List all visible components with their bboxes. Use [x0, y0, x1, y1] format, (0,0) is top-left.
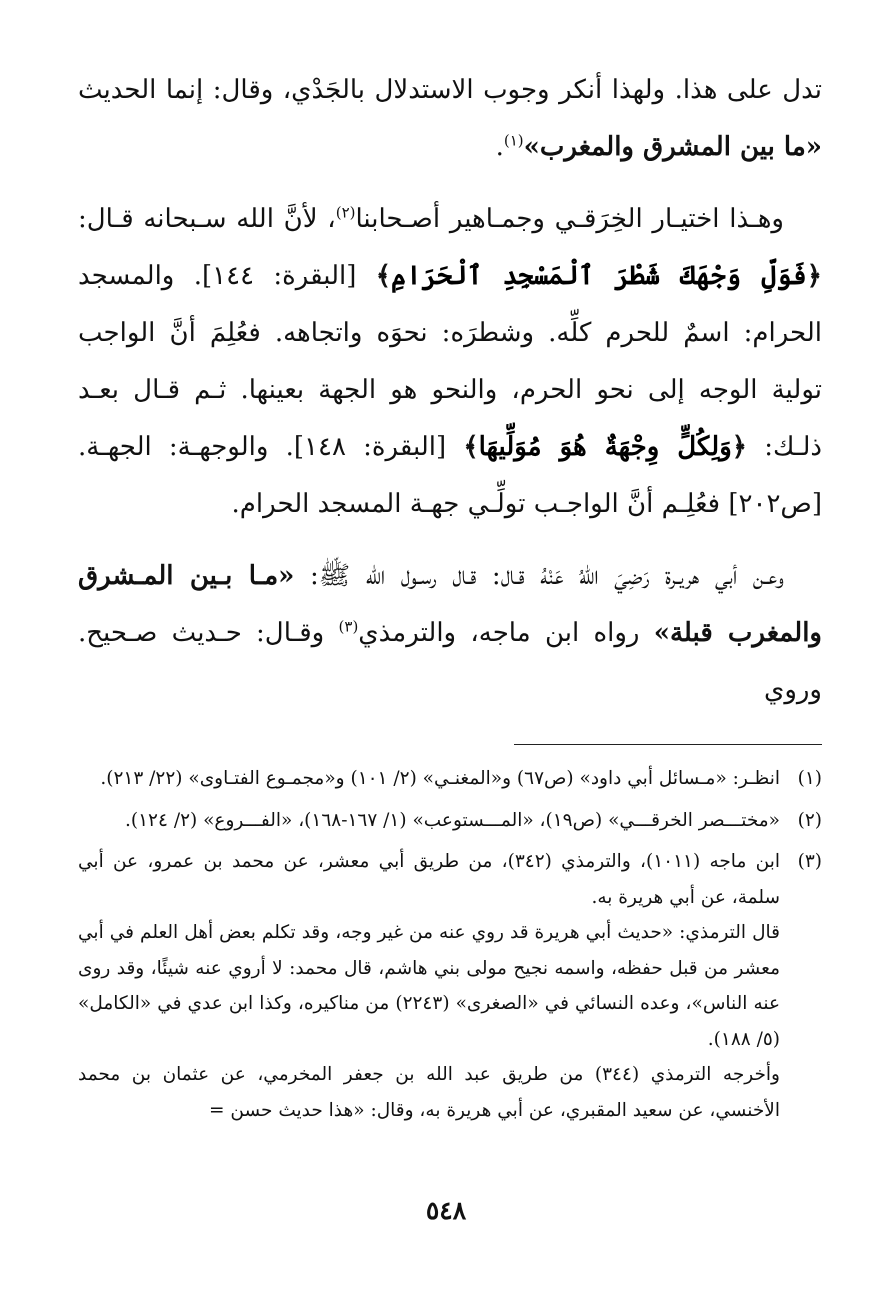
footnote-text: وأخرجه الترمذي (٣٤٤) من طريق عبد الله بن جعفر المخرمي، عن عثمان بن محمد الأخنسي، عن سعيد المقبري، عن أبي هريرة به، وقال: «هذا حديث حسن = — [78, 1064, 780, 1121]
page-number: ٥٤٨ — [425, 1196, 467, 1225]
hadith-quote: «ما بين المشرق والمغرب» — [523, 132, 822, 162]
footnote-ref-2: (٢) — [335, 203, 356, 222]
footnote-text: انظـر: «مـسائل أبي داود» (ص٦٧) و«المغنـي» (٢/ ١٠١) و«مجمـوع الفتـاوى» (٢٢/ ٢١٣). — [100, 768, 780, 789]
text-run: [البقرة: ١٤٨]. والوجهـة: الجهـة. [ص٢٠٢] فعُلِـم أنَّ الواجـب تولِّـي جهـة المسجد الحرام. — [78, 432, 822, 519]
paragraph-2 — [78, 191, 822, 533]
quran-bracket-open: ﴿ — [806, 261, 823, 291]
footnote-text: ابن ماجه (١٠١١)، والترمذي (٣٤٢)، من طريق أبي معشر، عن محمد بن عمرو، عن أبي سلمة، عن أبي هريرة به. — [78, 851, 780, 908]
footnote-1 — [78, 761, 822, 797]
text-run: رواه ابن ماجه، والترمذي — [358, 618, 654, 648]
text-run: . — [495, 132, 504, 162]
paragraph-1 — [78, 62, 822, 176]
quran-bracket-open: ﴿ — [731, 432, 747, 462]
text-run: [البقرة: ١٤٤]. والمسجد الحرام: اسمٌ للحرم كلِّه. وشطرَه: نحوَه واتجاهه. فعُلِمَ أنَّ الواجب تولية الوجه إلى نحو الحرم، والنحو هو الجهة بعينها. ثـم قـال بعـد ذلـك: — [78, 261, 822, 462]
footnote-number: (٢) — [797, 809, 822, 831]
footnote-2 — [78, 803, 822, 839]
footnote-number: (١) — [797, 768, 822, 789]
text-run: ، لأنَّ الله سـبحانه قـال: — [78, 204, 336, 234]
paragraph-3 — [78, 548, 822, 719]
page — [78, 62, 822, 1290]
text-run: تدل على هذا. ولهذا أنكر وجوب الاستدلال بالجَدْي، وقال: إنما الحديث — [78, 75, 822, 105]
footnote-body — [78, 761, 780, 797]
quran-bracket-close: ﴾ — [463, 432, 479, 462]
quran-verse-2: وَلِكُلٍّ وِجْهَةٌ هُوَ مُوَلِّيهَا — [478, 432, 732, 462]
footnotes — [78, 761, 822, 1128]
hadith-quote: «مـا بـين المـشرق والمغرب قبلة» — [78, 561, 822, 648]
main-text — [78, 62, 822, 719]
footnote-divider — [514, 744, 822, 745]
footnote-text: قال الترمذي: «حديث أبي هريرة قد روي عنه من غير وجه، وقد تكلم بعض أهل العلم في أبي معشر من قبل حفظه، واسمه نجيح مولى بني هاشم، قال محمد: لا أروي عنه شيئًا، وقد روى عنه الناس»، وعده النسائي في «الصغرى» (٢٢٤٣) من مناكيره، وكذا ابن عدي في «الكامل» (٥/ ١٨٨). — [78, 922, 780, 1050]
footnote-text: «مختـــصر الخرقـــي» (ص١٩)، «المـــستوعب» (١/ ١٦٧-١٦٨)، «الفـــروع» (٢/ ١٢٤). — [125, 809, 780, 831]
footnote-ref-3: (٣) — [338, 617, 359, 636]
text-run: وعـن أبي هريـرة رَضِيَ اللهُ عَنْهُ قـال: قـال رسـول الله ﷺ: — [294, 561, 784, 591]
footnote-number: (٣) — [797, 851, 822, 872]
footnote-3 — [78, 844, 822, 1128]
footnote-body — [78, 803, 780, 839]
quran-verse-1: فَوَلِّ وَجْهَكَ شَطْرَ ٱلْمَسْجِدِ ٱلْحَرَامِ — [391, 261, 807, 291]
text-run: وقـال: حـديث صـحيح. وروي — [78, 618, 822, 705]
footnote-ref-1: (١) — [503, 131, 524, 150]
footnote-body — [78, 844, 780, 1128]
text-run: وهـذا اختيـار الخِرَقـي وجمـاهير أصـحابنا — [355, 204, 784, 234]
quran-bracket-close: ﴾ — [375, 261, 392, 291]
